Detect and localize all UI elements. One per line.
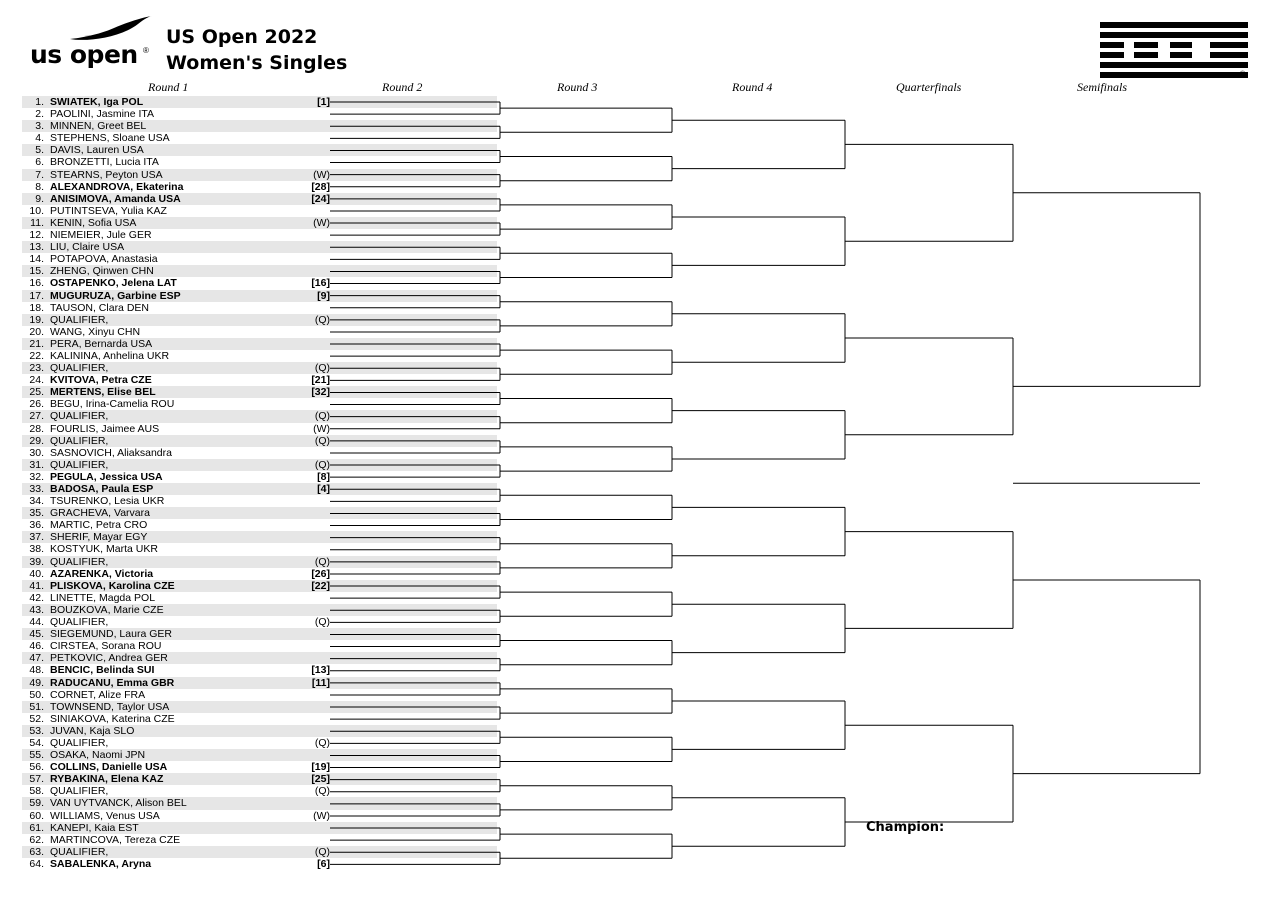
player-row[interactable]: [22, 290, 497, 302]
player-row[interactable]: [22, 169, 497, 181]
page-title: [166, 24, 347, 76]
player-number: 58.: [29, 785, 44, 798]
player-number: 34.: [29, 495, 44, 508]
player-row[interactable]: [22, 701, 497, 713]
player-row[interactable]: [22, 761, 497, 773]
player-row[interactable]: [22, 350, 497, 362]
player-name: MARTIC, Petra CRO: [50, 519, 148, 532]
player-name: FOURLIS, Jaimee AUS: [50, 422, 160, 435]
player-row[interactable]: [22, 265, 497, 277]
player-name: WANG, Xinyu CHN: [50, 325, 141, 338]
player-number: 24.: [29, 374, 44, 387]
player-number: 43.: [29, 603, 44, 616]
player-seed: (W): [313, 422, 330, 435]
player-row[interactable]: [22, 834, 497, 846]
player-row[interactable]: [22, 229, 497, 241]
player-seed: [8]: [317, 470, 330, 483]
us-open-wordmark: us open: [30, 40, 138, 69]
player-number: 3.: [35, 120, 44, 133]
player-number: 16.: [29, 277, 44, 290]
player-name: OSAKA, Naomi JPN: [50, 749, 146, 762]
player-row[interactable]: [22, 543, 497, 555]
player-number: 50.: [29, 688, 44, 701]
player-name: MUGURUZA, Garbine ESP: [50, 289, 181, 302]
player-number: 17.: [29, 289, 44, 302]
player-number: 26.: [29, 398, 44, 411]
player-name: KVITOVA, Petra CZE: [50, 374, 152, 387]
player-row[interactable]: [22, 205, 497, 217]
player-number: 62.: [29, 833, 44, 846]
player-number: 11.: [30, 216, 44, 229]
player-row[interactable]: [22, 677, 497, 689]
player-row[interactable]: [22, 810, 497, 822]
player-name: MARTINCOVA, Tereza CZE: [50, 833, 181, 846]
player-seed: [1]: [317, 96, 330, 108]
player-seed: [6]: [317, 857, 330, 870]
player-name: QUALIFIER,: [50, 434, 109, 447]
player-number: 41.: [29, 579, 44, 592]
player-number: 55.: [29, 749, 44, 762]
tournament-title: US Open 2022: [166, 26, 318, 48]
player-row[interactable]: [22, 725, 497, 737]
player-row[interactable]: [22, 858, 497, 870]
player-number: 35.: [29, 507, 44, 520]
player-seed: (Q): [314, 434, 330, 447]
player-row[interactable]: [22, 277, 497, 289]
player-name: PERA, Bernarda USA: [50, 337, 153, 350]
player-name: TOWNSEND, Taylor USA: [50, 700, 170, 713]
player-number: 5.: [35, 144, 44, 157]
champion-label: Champion:: [866, 820, 945, 835]
player-row[interactable]: [22, 495, 497, 507]
player-name: RYBAKINA, Elena KAZ: [50, 773, 164, 786]
player-number: 27.: [29, 410, 44, 423]
player-number: 10.: [29, 204, 44, 217]
player-seed: (Q): [314, 555, 330, 568]
player-number: 6.: [35, 156, 44, 169]
player-seed: [25]: [311, 773, 330, 786]
round-header-2: Round 2: [382, 80, 423, 94]
player-name: PUTINTSEVA, Yulia KAZ: [50, 204, 167, 217]
player-row[interactable]: [22, 519, 497, 531]
player-name: LIU, Claire USA: [50, 241, 125, 254]
player-row[interactable]: [22, 362, 497, 374]
player-name: QUALIFIER,: [50, 555, 109, 568]
player-number: 54.: [29, 736, 44, 749]
player-name: QUALIFIER,: [50, 785, 109, 798]
us-open-logo: [30, 14, 154, 76]
round-header-4: Round 4: [732, 80, 773, 94]
player-row[interactable]: [22, 846, 497, 858]
player-number: 46.: [29, 640, 44, 653]
player-number: 48.: [29, 664, 44, 677]
player-row[interactable]: [22, 410, 497, 422]
player-number: 60.: [29, 809, 44, 822]
player-name: CIRSTEA, Sorana ROU: [50, 640, 162, 653]
player-number: 49.: [29, 676, 44, 689]
player-name: LINETTE, Magda POL: [50, 591, 156, 604]
round-header-semifinals: Semifinals: [1077, 80, 1127, 94]
player-row[interactable]: [22, 193, 497, 205]
player-seed: [9]: [317, 289, 330, 302]
player-row[interactable]: [22, 386, 497, 398]
player-name: PLISKOVA, Karolina CZE: [50, 579, 175, 592]
player-number: 23.: [29, 362, 44, 375]
player-row[interactable]: [22, 664, 497, 676]
player-row[interactable]: [22, 749, 497, 761]
player-seed: (W): [313, 168, 330, 181]
ibm-logo-icon: [1100, 22, 1248, 78]
player-name: QUALIFIER,: [50, 362, 109, 375]
registered-mark: ®: [143, 46, 149, 55]
player-number: 8.: [35, 180, 44, 193]
player-name: CORNET, Alize FRA: [50, 688, 146, 701]
player-row[interactable]: [22, 181, 497, 193]
player-name: RADUCANU, Emma GBR: [50, 676, 175, 689]
player-name: KANEPI, Kaia EST: [50, 821, 139, 834]
player-name: QUALIFIER,: [50, 845, 109, 858]
player-number: 47.: [29, 652, 44, 665]
player-row[interactable]: [22, 604, 497, 616]
player-seed: [24]: [311, 192, 330, 205]
player-number: 33.: [29, 483, 44, 495]
player-number: 13.: [29, 241, 44, 254]
player-name: BRONZETTI, Lucia ITA: [50, 156, 159, 169]
player-number: 59.: [29, 797, 44, 810]
player-number: 36.: [29, 519, 44, 532]
player-name: SIEGEMUND, Laura GER: [50, 628, 172, 641]
player-number: 53.: [29, 724, 44, 737]
player-name: WILLIAMS, Venus USA: [50, 809, 160, 822]
player-seed: (Q): [314, 736, 330, 749]
player-row[interactable]: [22, 338, 497, 350]
svg-text:®: ®: [1240, 71, 1246, 78]
player-seed: [13]: [311, 664, 330, 677]
player-number: 51.: [29, 700, 44, 713]
player-name: JUVAN, Kaja SLO: [50, 724, 135, 737]
player-number: 4.: [35, 132, 44, 145]
player-row[interactable]: [22, 241, 497, 253]
player-row[interactable]: [22, 773, 497, 785]
player-name: STEARNS, Peyton USA: [50, 168, 163, 181]
player-row[interactable]: [22, 459, 497, 471]
player-seed: [32]: [311, 386, 330, 399]
player-seed: (W): [313, 809, 330, 822]
player-number: 15.: [29, 265, 44, 278]
player-seed: (W): [313, 216, 330, 229]
player-number: 64.: [29, 857, 44, 870]
player-seed: (Q): [314, 410, 330, 423]
player-number: 56.: [29, 761, 44, 774]
player-name: BOUZKOVA, Marie CZE: [50, 603, 164, 616]
player-row[interactable]: [22, 568, 497, 580]
player-name: NIEMEIER, Jule GER: [50, 229, 152, 242]
player-name: OSTAPENKO, Jelena LAT: [50, 277, 177, 290]
player-seed: [11]: [311, 676, 330, 689]
player-number: 12.: [29, 229, 44, 242]
us-open-swoosh-icon: [68, 16, 152, 42]
player-name: SHERIF, Mayar EGY: [50, 531, 148, 544]
page-header: [0, 0, 1286, 78]
round1-player-list: [22, 96, 497, 870]
player-name: PAOLINI, Jasmine ITA: [50, 108, 155, 121]
player-name: POTAPOVA, Anastasia: [50, 253, 158, 266]
player-number: 30.: [29, 446, 44, 459]
player-row[interactable]: [22, 592, 497, 604]
player-number: 19.: [29, 313, 44, 326]
player-seed: [22]: [311, 579, 330, 592]
player-row[interactable]: [22, 144, 497, 156]
player-seed: [26]: [311, 567, 330, 580]
player-seed: (Q): [314, 362, 330, 375]
player-row[interactable]: [22, 580, 497, 592]
player-number: 28.: [29, 422, 44, 435]
player-name: COLLINS, Danielle USA: [50, 761, 168, 774]
player-number: 32.: [29, 470, 44, 483]
player-name: MERTENS, Elise BEL: [50, 386, 156, 399]
player-name: QUALIFIER,: [50, 458, 109, 471]
player-seed: [16]: [311, 277, 330, 290]
player-seed: [4]: [317, 483, 330, 495]
player-number: 38.: [29, 543, 44, 556]
player-name: KOSTYUK, Marta UKR: [50, 543, 158, 556]
player-row[interactable]: [22, 326, 497, 338]
player-row[interactable]: [22, 628, 497, 640]
player-row[interactable]: [22, 531, 497, 543]
player-row[interactable]: [22, 640, 497, 652]
player-row[interactable]: [22, 822, 497, 834]
player-name: AZARENKA, Victoria: [50, 567, 154, 580]
player-name: SABALENKA, Aryna: [50, 857, 152, 870]
player-row[interactable]: [22, 156, 497, 168]
player-number: 22.: [29, 349, 44, 362]
player-row[interactable]: [22, 616, 497, 628]
player-row[interactable]: [22, 507, 497, 519]
player-seed: [21]: [311, 374, 330, 387]
player-number: 52.: [29, 712, 44, 725]
bracket-body: [0, 96, 1286, 896]
player-number: 9.: [35, 192, 44, 205]
player-row[interactable]: [22, 471, 497, 483]
player-name: STEPHENS, Sloane USA: [50, 132, 170, 145]
player-name: BENCIC, Belinda SUI: [50, 664, 155, 677]
player-number: 57.: [29, 773, 44, 786]
player-name: ALEXANDROVA, Ekaterina: [50, 180, 184, 193]
round-header-1: Round 1: [148, 80, 189, 94]
player-seed: (Q): [314, 845, 330, 858]
player-row[interactable]: [22, 483, 497, 495]
player-row[interactable]: [22, 785, 497, 797]
player-name: PETKOVIC, Andrea GER: [50, 652, 168, 665]
player-name: KENIN, Sofia USA: [50, 216, 137, 229]
player-number: 37.: [29, 531, 44, 544]
player-row[interactable]: [22, 447, 497, 459]
player-seed: (Q): [314, 616, 330, 629]
player-number: 45.: [29, 628, 44, 641]
player-row[interactable]: [22, 435, 497, 447]
round-header-quarterfinals: Quarterfinals: [896, 80, 962, 94]
player-number: 40.: [29, 567, 44, 580]
player-row[interactable]: [22, 120, 497, 132]
player-name: QUALIFIER,: [50, 736, 109, 749]
player-row[interactable]: [22, 96, 497, 108]
player-name: BADOSA, Paula ESP: [50, 483, 154, 495]
player-row[interactable]: [22, 132, 497, 144]
player-name: SASNOVICH, Aliaksandra: [50, 446, 172, 459]
player-name: QUALIFIER,: [50, 410, 109, 423]
player-number: 7.: [35, 168, 44, 181]
player-number: 21.: [29, 337, 44, 350]
player-row[interactable]: [22, 689, 497, 701]
player-name: SINIAKOVA, Katerina CZE: [50, 712, 175, 725]
player-number: 61.: [29, 821, 44, 834]
player-name: BEGU, Irina-Camelia ROU: [50, 398, 175, 411]
player-row[interactable]: [22, 217, 497, 229]
player-name: ZHENG, Qinwen CHN: [50, 265, 154, 278]
player-name: ANISIMOVA, Amanda USA: [50, 192, 181, 205]
player-row[interactable]: [22, 713, 497, 725]
player-row[interactable]: [22, 253, 497, 265]
player-name: SWIATEK, Iga POL: [50, 96, 144, 108]
event-title: Women's Singles: [166, 52, 348, 74]
player-row[interactable]: [22, 797, 497, 809]
player-row[interactable]: [22, 108, 497, 120]
player-name: QUALIFIER,: [50, 616, 109, 629]
player-name: TSURENKO, Lesia UKR: [50, 495, 165, 508]
player-number: 20.: [29, 325, 44, 338]
player-row[interactable]: [22, 314, 497, 326]
player-row[interactable]: [22, 556, 497, 568]
player-seed: [28]: [311, 180, 330, 193]
player-name: PEGULA, Jessica USA: [50, 470, 163, 483]
player-number: 14.: [29, 253, 44, 266]
player-number: 25.: [29, 386, 44, 399]
player-name: QUALIFIER,: [50, 313, 109, 326]
player-name: GRACHEVA, Varvara: [50, 507, 150, 520]
player-number: 18.: [29, 301, 44, 314]
player-row[interactable]: [22, 423, 497, 435]
player-number: 39.: [29, 555, 44, 568]
player-seed: [19]: [311, 761, 330, 774]
player-name: TAUSON, Clara DEN: [50, 301, 149, 314]
player-row[interactable]: [22, 737, 497, 749]
player-number: 44.: [29, 616, 44, 629]
player-name: KALININA, Anhelina UKR: [50, 349, 170, 362]
player-name: VAN UYTVANCK, Alison BEL: [50, 797, 187, 810]
player-number: 2.: [35, 108, 44, 121]
player-name: MINNEN, Greet BEL: [50, 120, 147, 133]
player-seed: (Q): [314, 313, 330, 326]
player-row[interactable]: [22, 398, 497, 410]
player-number: 1.: [35, 96, 44, 108]
player-row[interactable]: [22, 652, 497, 664]
player-seed: (Q): [314, 785, 330, 798]
player-row[interactable]: [22, 302, 497, 314]
round-header-3: Round 3: [557, 80, 598, 94]
player-seed: (Q): [314, 458, 330, 471]
player-number: 29.: [29, 434, 44, 447]
player-row[interactable]: [22, 374, 497, 386]
player-number: 42.: [29, 591, 44, 604]
player-name: DAVIS, Lauren USA: [50, 144, 144, 157]
player-number: 31.: [29, 458, 44, 471]
player-number: 63.: [29, 845, 44, 858]
